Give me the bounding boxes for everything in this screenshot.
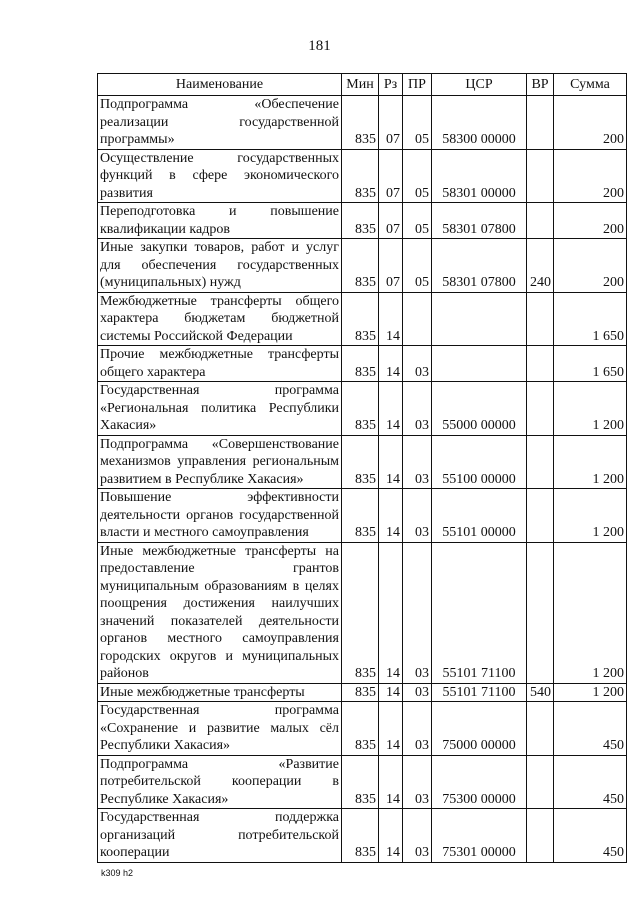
row-rz: 14: [379, 292, 403, 346]
table-row: [98, 489, 627, 543]
row-vr: 540: [527, 683, 554, 702]
row-csr: 55101 00000: [432, 489, 527, 543]
row-name: Государственная программа «Сохранение и развитие малых сёл Республики Хакасия»: [98, 702, 342, 756]
row-name: Государственная программа «Региональная политика Республики Хакасия»: [98, 382, 342, 436]
row-pr: 03: [403, 702, 432, 756]
row-rz: 14: [379, 542, 403, 683]
table-row: [98, 542, 627, 683]
budget-table: [97, 73, 627, 863]
row-pr: 03: [403, 435, 432, 489]
row-min: 835: [342, 755, 379, 809]
row-csr: 58301 07800: [432, 239, 527, 293]
row-rz: 14: [379, 382, 403, 436]
header-name: Наименование: [98, 74, 342, 96]
row-min: 835: [342, 203, 379, 239]
row-vr: [527, 292, 554, 346]
row-rz: 07: [379, 96, 403, 150]
row-pr: 03: [403, 809, 432, 863]
row-min: 835: [342, 292, 379, 346]
row-vr: [527, 96, 554, 150]
row-rz: 14: [379, 755, 403, 809]
table-header-row: [98, 74, 627, 96]
row-vr: [527, 435, 554, 489]
row-csr: [432, 292, 527, 346]
header-pr: ПР: [403, 74, 432, 96]
table-row: [98, 382, 627, 436]
row-name: Осуществление государственных функций в сфере экономического развития: [98, 149, 342, 203]
header-csr: ЦСР: [432, 74, 527, 96]
table-row: [98, 149, 627, 203]
row-csr: 75300 00000: [432, 755, 527, 809]
row-min: 835: [342, 489, 379, 543]
row-rz: 14: [379, 346, 403, 382]
row-csr: 55101 71100: [432, 683, 527, 702]
row-csr: 58301 00000: [432, 149, 527, 203]
table-row: [98, 755, 627, 809]
row-min: 835: [342, 239, 379, 293]
row-pr: 03: [403, 489, 432, 543]
row-pr: 03: [403, 382, 432, 436]
table-row: [98, 702, 627, 756]
row-pr: 03: [403, 346, 432, 382]
row-csr: 75000 00000: [432, 702, 527, 756]
table-row: [98, 683, 627, 702]
row-name: Подпрограмма «Совершенствование механизмов управления региональным развитием в Республике Хакасия»: [98, 435, 342, 489]
row-pr: 03: [403, 683, 432, 702]
row-sum: 200: [554, 239, 627, 293]
row-csr: 55101 71100: [432, 542, 527, 683]
row-sum: 200: [554, 96, 627, 150]
row-min: 835: [342, 542, 379, 683]
row-name: Иные межбюджетные трансферты на предоставление грантов муниципальным образованиям в целях поощрения достижения наилучших значений показателей деятельности органов местного самоуправления городских округов и муниципальных районов: [98, 542, 342, 683]
row-sum: 1 200: [554, 683, 627, 702]
row-rz: 14: [379, 702, 403, 756]
table-row: [98, 203, 627, 239]
table-row: [98, 96, 627, 150]
row-vr: [527, 809, 554, 863]
footer-code: k309 h2: [101, 868, 134, 878]
row-sum: 450: [554, 809, 627, 863]
row-pr: [403, 292, 432, 346]
table-row: [98, 809, 627, 863]
row-vr: [527, 382, 554, 436]
header-vr: ВР: [527, 74, 554, 96]
row-vr: [527, 346, 554, 382]
row-csr: [432, 346, 527, 382]
row-csr: 58300 00000: [432, 96, 527, 150]
row-rz: 07: [379, 149, 403, 203]
row-pr: 05: [403, 239, 432, 293]
row-min: 835: [342, 435, 379, 489]
row-rz: 14: [379, 683, 403, 702]
row-sum: 1 650: [554, 292, 627, 346]
row-rz: 14: [379, 489, 403, 543]
row-min: 835: [342, 382, 379, 436]
row-pr: 03: [403, 542, 432, 683]
row-sum: 1 200: [554, 435, 627, 489]
row-name: Межбюджетные трансферты общего характера бюджетам бюджетной системы Российской Федерации: [98, 292, 342, 346]
row-csr: 55000 00000: [432, 382, 527, 436]
row-sum: 450: [554, 755, 627, 809]
row-csr: 75301 00000: [432, 809, 527, 863]
row-name: Иные межбюджетные трансферты: [98, 683, 342, 702]
row-min: 835: [342, 809, 379, 863]
row-sum: 1 200: [554, 489, 627, 543]
row-vr: [527, 702, 554, 756]
row-name: Государственная поддержка организаций потребительской кооперации: [98, 809, 342, 863]
row-sum: 450: [554, 702, 627, 756]
row-pr: 05: [403, 96, 432, 150]
header-rz: Рз: [379, 74, 403, 96]
row-name: Повышение эффективности деятельности органов государственной власти и местного самоуправления: [98, 489, 342, 543]
row-rz: 07: [379, 203, 403, 239]
header-sum: Сумма: [554, 74, 627, 96]
row-min: 835: [342, 702, 379, 756]
header-min: Мин: [342, 74, 379, 96]
row-pr: 05: [403, 149, 432, 203]
table-row: [98, 346, 627, 382]
row-sum: 200: [554, 149, 627, 203]
row-name: Прочие межбюджетные трансферты общего характера: [98, 346, 342, 382]
row-sum: 200: [554, 203, 627, 239]
row-min: 835: [342, 96, 379, 150]
row-name: Иные закупки товаров, работ и услуг для обеспечения государственных (муниципальных) нужд: [98, 239, 342, 293]
row-rz: 14: [379, 809, 403, 863]
row-sum: 1 200: [554, 542, 627, 683]
row-min: 835: [342, 346, 379, 382]
page-number: 181: [308, 38, 331, 54]
row-vr: 240: [527, 239, 554, 293]
row-vr: [527, 542, 554, 683]
row-csr: 55100 00000: [432, 435, 527, 489]
row-csr: 58301 07800: [432, 203, 527, 239]
row-rz: 07: [379, 239, 403, 293]
table-row: [98, 239, 627, 293]
table-row: [98, 292, 627, 346]
row-rz: 14: [379, 435, 403, 489]
row-name: Подпрограмма «Развитие потребительской кооперации в Республике Хакасия»: [98, 755, 342, 809]
row-vr: [527, 489, 554, 543]
row-sum: 1 200: [554, 382, 627, 436]
row-pr: 05: [403, 203, 432, 239]
row-name: Подпрограмма «Обеспечение реализации государственной программы»: [98, 96, 342, 150]
row-vr: [527, 149, 554, 203]
table-row: [98, 435, 627, 489]
row-sum: 1 650: [554, 346, 627, 382]
row-min: 835: [342, 149, 379, 203]
row-min: 835: [342, 683, 379, 702]
row-name: Переподготовка и повышение квалификации кадров: [98, 203, 342, 239]
row-vr: [527, 755, 554, 809]
row-pr: 03: [403, 755, 432, 809]
row-vr: [527, 203, 554, 239]
